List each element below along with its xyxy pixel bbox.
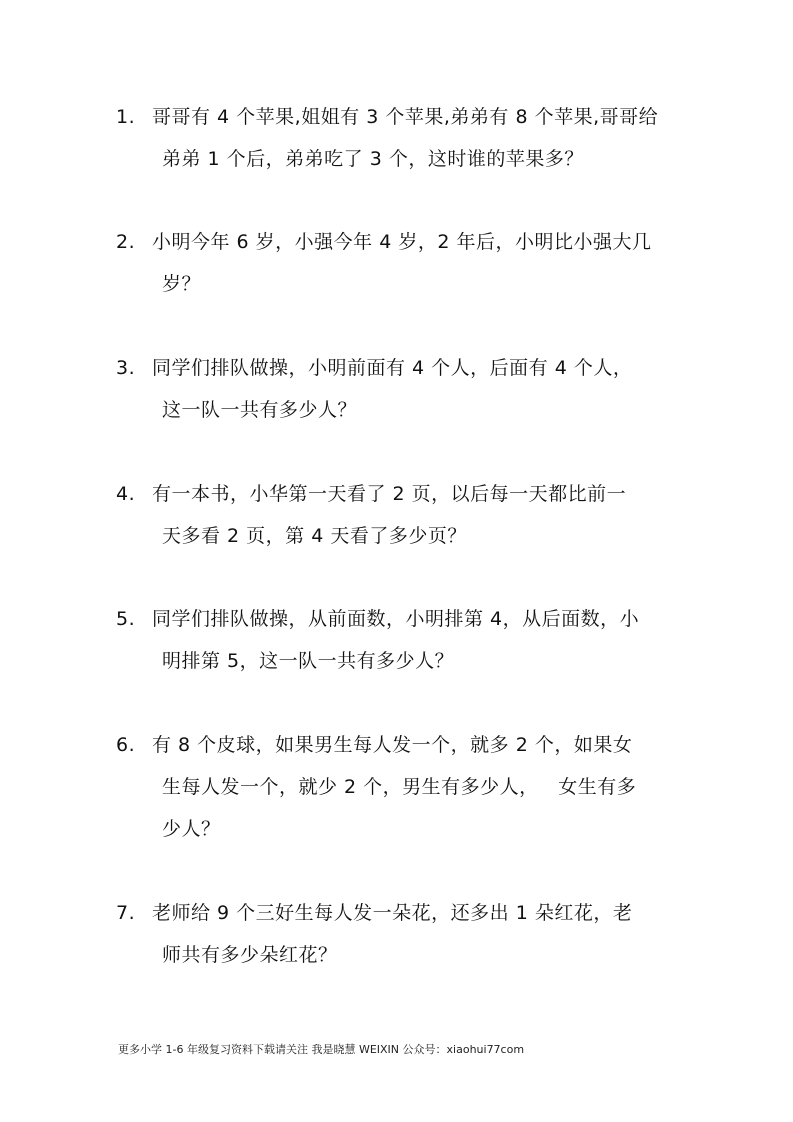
footer-note: 更多小学 1-6 年级复习资料下载请关注 我是晓慧 WEIXIN 公众号：xiaohui77com xyxy=(118,1043,525,1056)
problem-text: 同学们排队做操，小明前面有 4 个人，后面有 4 个人， xyxy=(152,357,633,379)
problem-line xyxy=(116,724,686,766)
problem-text: 小明今年 6 岁，小强今年 4 岁，2 年后，小明比小强大几 xyxy=(152,231,652,253)
problem-text: 生每人发一个，就少 2 个，男生有多少人， 女生有多 xyxy=(162,776,637,798)
problem-text: 同学们排队做操，从前面数，小明排第 4，从后面数，小 xyxy=(152,608,640,630)
problem-text: 弟弟 1 个后，弟弟吃了 3 个，这时谁的苹果多？ xyxy=(162,148,584,170)
problem-text: 哥哥有 4 个苹果,姐姐有 3 个苹果,弟弟有 8 个苹果,哥哥给 xyxy=(152,106,659,128)
problem-number: 3. xyxy=(116,357,136,379)
problem-number: 1. xyxy=(116,106,136,128)
problem-number: 7. xyxy=(116,902,136,924)
problem-7 xyxy=(116,892,686,976)
problem-text: 师共有多少朵红花？ xyxy=(162,944,338,966)
problem-number: 4. xyxy=(116,483,136,505)
problem-text: 这一队一共有多少人？ xyxy=(162,399,358,421)
problem-text: 老师给 9 个三好生每人发一朵花，还多出 1 朵红花，老 xyxy=(152,902,633,924)
problem-line xyxy=(116,347,686,389)
problem-number: 2. xyxy=(116,231,136,253)
problem-4 xyxy=(116,473,686,557)
problem-line xyxy=(116,96,686,138)
problem-number: 5. xyxy=(116,608,136,630)
problem-text: 天多看 2 页，第 4 天看了多少页？ xyxy=(162,525,467,547)
problem-line xyxy=(116,598,686,640)
problem-2 xyxy=(116,221,686,305)
problem-text: 有 8 个皮球，如果男生每人发一个，就多 2 个，如果女 xyxy=(152,734,633,756)
problem-text: 岁？ xyxy=(162,273,202,295)
problem-line xyxy=(116,221,686,263)
problem-line xyxy=(116,473,686,515)
problem-6 xyxy=(116,724,686,850)
problem-text: 有一本书，小华第一天看了 2 页，以后每一天都比前一 xyxy=(152,483,627,505)
problem-text: 明排第 5，这一队一共有多少人？ xyxy=(162,650,455,672)
problem-line xyxy=(116,892,686,934)
problem-number: 6. xyxy=(116,734,136,756)
problem-3 xyxy=(116,347,686,431)
problem-text: 少人？ xyxy=(162,818,221,840)
problem-1 xyxy=(116,96,686,180)
problem-5 xyxy=(116,598,686,682)
